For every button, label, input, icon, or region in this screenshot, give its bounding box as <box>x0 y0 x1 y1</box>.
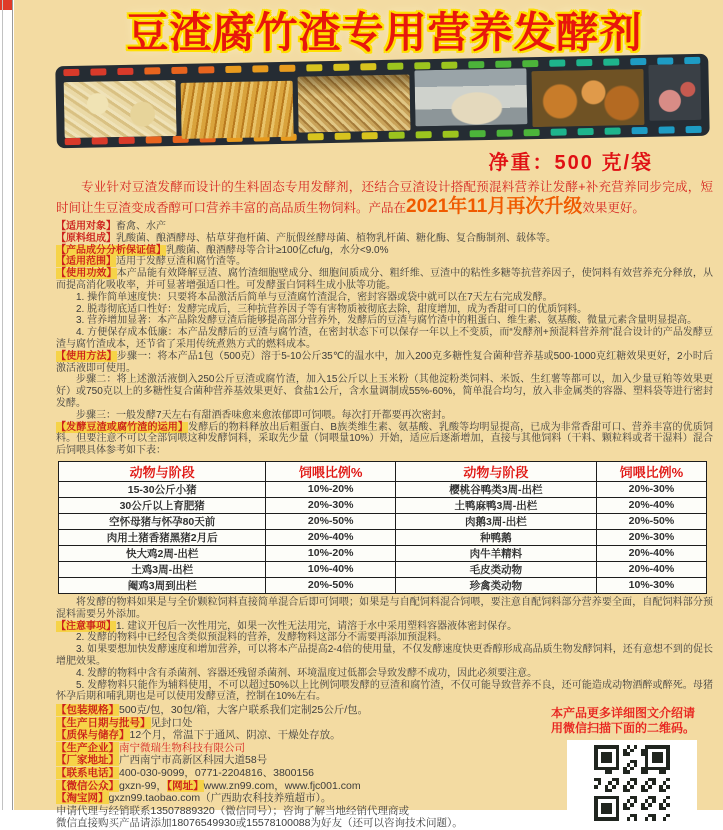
info-value: 见封口处 <box>150 716 193 729</box>
table-cell: 土鸡3周-出栏 <box>59 561 266 577</box>
section-fermented-usage <box>56 422 713 457</box>
info-label: 【微信公众】 <box>56 779 119 792</box>
page-title: 豆渣腐竹渣专用营养发酵剂 <box>126 9 643 56</box>
photo-soybean-dregs <box>64 80 177 138</box>
photo-beancurd-sticks <box>181 81 294 139</box>
page-edge-line <box>12 0 13 810</box>
section-label: 【适用范围】 <box>56 256 116 268</box>
info-value: gxzn99.taobao.com（广西助农科技养殖超市）。 <box>108 792 332 805</box>
photo-dried-dregs-pile <box>298 74 411 132</box>
footer <box>56 704 713 830</box>
table-cell: 土鸭麻鸭3周-出栏 <box>395 497 596 513</box>
table-cell: 阉鸡3周到出栏 <box>59 577 266 593</box>
precaution-2: 2. 发酵的物料中已经包含类似预混料的营养，发酵物料这部分不需要再添加预混料。 <box>76 632 448 644</box>
info-value: www.zn99.com，www.fjc001.com <box>203 779 361 792</box>
info-label: 【厂家地址】 <box>56 754 119 767</box>
usage-step-3: 步骤三：一般发酵7天左右有甜酒香味愈来愈浓郁即可饲喂。每次打开都要再次密封。 <box>76 409 452 421</box>
section-usage-step-1 <box>56 351 713 375</box>
after-table-note: 将发酵的物料如果是与全价颗粒饲料直接简单混合后即可饲喂；如果是与自配饲料混合饲喂，要注意自配饲料部分营养要全面，自配饲料部分预混料需要另外添加。 <box>56 596 713 620</box>
qr-panel <box>551 704 713 830</box>
precaution-3: 3. 如果要想加快发酵速度和增加营养，可以将本产品提高2-4倍的使用量，不仅发酵速度快更香醇形成高品质生物发酵饲料，还有意想不到的促长增肥效果。 <box>56 644 713 667</box>
info-label: 【生产企业】 <box>56 741 119 754</box>
precaution-5: 5. 发酵物料只能作为辅料使用，不可以超过50%以上比例饲喂发酵的豆渣和腐竹渣，不仅可能导致营养不良，还可能造成动物酒醉或醉死。母猪怀孕后期和哺乳期也是可以使用发酵豆渣，控制在10%左右。 <box>56 679 713 703</box>
section-label: 【产品成分分析保证值】 <box>56 244 166 256</box>
taobao-shop <box>56 792 551 805</box>
table-cell: 10%-30% <box>596 577 706 593</box>
shelf-life <box>56 729 551 742</box>
section-efficacy <box>56 268 713 292</box>
table-row <box>59 529 707 545</box>
info-label: 【包装规格】 <box>56 704 119 717</box>
table-header-cell: 动物与阶段 <box>395 461 596 481</box>
intro-upgrade-highlight: 2021年11月再次升级 <box>406 196 583 217</box>
section-label: 【适用对象】 <box>56 221 116 232</box>
manufacturer <box>56 742 551 755</box>
table-cell: 肉牛羊精料 <box>395 545 596 561</box>
qr-note-line: 用微信扫描下面的二维码。 <box>551 721 696 736</box>
table-row <box>59 497 707 513</box>
table-cell: 20%-50% <box>266 577 396 593</box>
section-ingredients <box>56 233 713 245</box>
table-cell: 15-30公斤小猪 <box>59 481 266 497</box>
table-header-cell: 饲喂比例% <box>596 461 706 481</box>
info-label: 【联系电话】 <box>56 767 119 780</box>
feeding-ratio-table <box>58 461 707 594</box>
net-weight: 净重：500 克/袋 <box>488 152 653 174</box>
info-label: 【质保与储存】 <box>56 729 130 742</box>
table-cell: 30公斤以上育肥猪 <box>59 497 266 513</box>
table-cell: 20%-40% <box>596 497 706 513</box>
product-photo-filmstrip <box>55 54 709 149</box>
efficacy-point-3: 3. 营养增加显著：本产品除发酵豆渣后能够提高部分营养外，发酵后的豆渣与腐竹渣中的粗蛋白、维生素、氨基酸、微量元素含量明显提高。 <box>76 315 698 327</box>
section-text: 畜禽、水产 <box>116 221 166 232</box>
section-label: 【使用功效】 <box>56 268 117 280</box>
intro-lead: 专业针对豆渣发酵而设计的生料固态专用发酵剂，还结合豆渣设计搭配预混料营养让发酵+补充营养同步完成，短时间让生豆渣变成香醇可口营养丰富的高品质生物饲料。产品在 <box>56 180 713 215</box>
info-label: 【生产日期与批号】 <box>56 716 151 729</box>
table-cell: 20%-40% <box>596 545 706 561</box>
table-header-cell: 动物与阶段 <box>59 461 266 481</box>
table-cell: 毛皮类动物 <box>395 561 596 577</box>
wechat-purchase-line: 微信直接购买产品请添加18076549930或15578100088为好友（还可以咨询技术问题）。 <box>56 817 463 830</box>
section-text: 适用于发酵豆渣和腐竹渣等。 <box>116 256 246 268</box>
photo-chickens <box>531 69 644 127</box>
table-row <box>59 481 707 497</box>
table-cell: 珍禽类动物 <box>395 577 596 593</box>
wechat-and-website <box>56 780 551 793</box>
section-label: 【原料组成】 <box>56 232 116 244</box>
page-edge-line <box>2 0 3 810</box>
efficacy-point-4: 4. 方便保存成本低廉：本产品发酵后的豆渣与腐竹渣，在密封状态下可以保存一年以上不变质，而“发酵剂+预混料营养剂”混合设计的产品发酵豆渣与腐竹渣成本，还节省了采用传统煮熟方式的燃料成本。 <box>56 327 713 350</box>
contact-phone <box>56 767 551 780</box>
usage-step-2: 步骤二：将上述激活液倒入250公斤豆渣或腐竹渣，加入15公斤以上玉米粉（其他淀粉类饲料、米饭、生红薯等都可以，加入少量豆粕等效果更好）或750克以上的多糖性复合菌种营养基效果更好、食盐1公斤，含水量调制成55%-60%，简单混合均匀，放入非金属类的容器、塑料袋等进行密封发酵。 <box>56 374 713 409</box>
manufacturer-address <box>56 754 551 767</box>
info-value: 南宁微瑞生物科技有限公司 <box>119 741 245 754</box>
section-text: 步骤一：将本产品1包（500克）溶于5-10公斤35℃的温水中，加入200克多糖性复合菌种营养基或500-1000克红糖效果更好，2小时后激活液即可使用。 <box>56 350 714 374</box>
table-cell: 20%-40% <box>596 561 706 577</box>
agent-contact-line: 申请代理与经销联系13507889320（微信同号）；咨询了解当地经销代理商或 <box>56 804 409 817</box>
precaution-4: 4. 发酵的物料中含有杀菌剂、容器还残留杀菌剂、环境温度过低都会导致发酵不成功，因此必须要注意。 <box>76 667 538 679</box>
footer-info <box>56 704 551 830</box>
section-label: 【发酵豆渣或腐竹渣的运用】 <box>56 421 189 433</box>
section-text: 乳酸菌、酿酒酵母等合计≥100亿cfu/g，水分<9.0% <box>166 244 389 256</box>
table-cell: 空怀母猪与怀孕80天前 <box>59 513 266 529</box>
table-header-row <box>59 461 707 481</box>
qr-note-line: 本产品更多详细图文介绍请 <box>551 706 696 721</box>
filmstrip-photos <box>64 67 702 135</box>
photo-pigs <box>648 64 701 121</box>
section-label: 【使用方法】 <box>56 350 117 362</box>
info-value: 12个月，常温下于通风、阴凉、干燥处存放。 <box>129 729 341 742</box>
intro-tail: 效果更好。 <box>582 201 645 215</box>
photo-mixing-feed <box>414 68 527 126</box>
section-precautions <box>56 621 713 633</box>
qr-code <box>567 740 697 826</box>
efficacy-point-1: 1. 操作简单速度快：只要将本品激活后简单与豆渣腐竹渣混合，密封容器或袋中就可以在7天左右完成发酵。 <box>76 291 553 303</box>
section-application-scope <box>56 256 713 268</box>
table-row <box>59 545 707 561</box>
table-cell: 10%-20% <box>266 481 396 497</box>
table-row <box>59 513 707 529</box>
section-label: 【注意事项】 <box>56 620 116 632</box>
table-cell: 快大鸡2周-出栏 <box>59 545 266 561</box>
section-text: 1. 建议开包后一次性用完，如果一次性无法用完，请溶于水中采用塑料容器液体密封保存。 <box>116 620 518 632</box>
intro-paragraph <box>56 177 713 218</box>
table-cell: 10%-40% <box>266 561 396 577</box>
info-value: 500克/包，30包/箱，大客户联系我们定制25公斤/包。 <box>119 704 369 717</box>
table-cell: 种鸭鹅 <box>395 529 596 545</box>
table-cell: 肉用土猪香猪黑猪2月后 <box>59 529 266 545</box>
efficacy-point-2: 2. 脱毒彻底适口性好：发酵完成后，三种抗营养因子等有害物质被彻底去除，甜度增加，成为香甜可口的优质饲料。 <box>76 303 588 315</box>
table-cell: 樱桃谷鸭类3周-出栏 <box>395 481 596 497</box>
table-cell: 肉鹅3周-出栏 <box>395 513 596 529</box>
info-value: gxzn-99， <box>119 779 167 792</box>
qr-note <box>551 706 713 736</box>
section-text: 乳酸菌、酿酒酵母、枯草芽孢杆菌、产朊假丝酵母菌、植物乳杆菌、糖化酶、复合酶制剂、载体等。 <box>116 232 556 244</box>
table-cell: 20%-40% <box>266 529 396 545</box>
info-value: 广西南宁市高新区科园大道58号 <box>119 754 268 767</box>
table-cell: 20%-30% <box>596 529 706 545</box>
table-cell: 20%-50% <box>266 513 396 529</box>
table-cell: 20%-30% <box>266 497 396 513</box>
table-row <box>59 577 707 593</box>
info-value: 400-030-9099，0771-2204816、3800156 <box>119 767 314 780</box>
info-label: 【网址】 <box>166 779 204 792</box>
info-label: 【淘宝网】 <box>56 792 109 805</box>
table-cell: 10%-20% <box>266 545 396 561</box>
table-header-cell: 饲喂比例% <box>266 461 396 481</box>
section-guaranteed-analysis <box>56 245 713 257</box>
production-date <box>56 717 551 730</box>
table-cell: 20%-30% <box>596 481 706 497</box>
table-row <box>59 561 707 577</box>
section-text: 本产品能有效降解豆渣、腐竹渣细胞壁成分、细胞间质成分、粗纤维、豆渣中的粘性多糖等抗营养因子，使饲料有效营养充分释放，从而提高消化吸收率，并可显著增强适口性。可发酵蛋白饲料生成小肽等功能。 <box>56 268 713 291</box>
section-text: 发酵后的物料释放出后粗蛋白、B族类维生素、氨基酸、乳酸等均明显提高，已成为非常香甜可口、营养丰富的优质饲料。但要注意不可以全部饲喂这种发酵饲料，采取先少量（饲喂量10%）开始，适应后逐渐增加，直接与其他饲料（干料、颗粒料或者干湿料）混合后饲喂具体参考如下表： <box>56 421 714 457</box>
section-target-animals <box>56 221 713 233</box>
packaging-spec <box>56 704 551 717</box>
table-cell: 20%-50% <box>596 513 706 529</box>
label-content <box>14 0 723 830</box>
